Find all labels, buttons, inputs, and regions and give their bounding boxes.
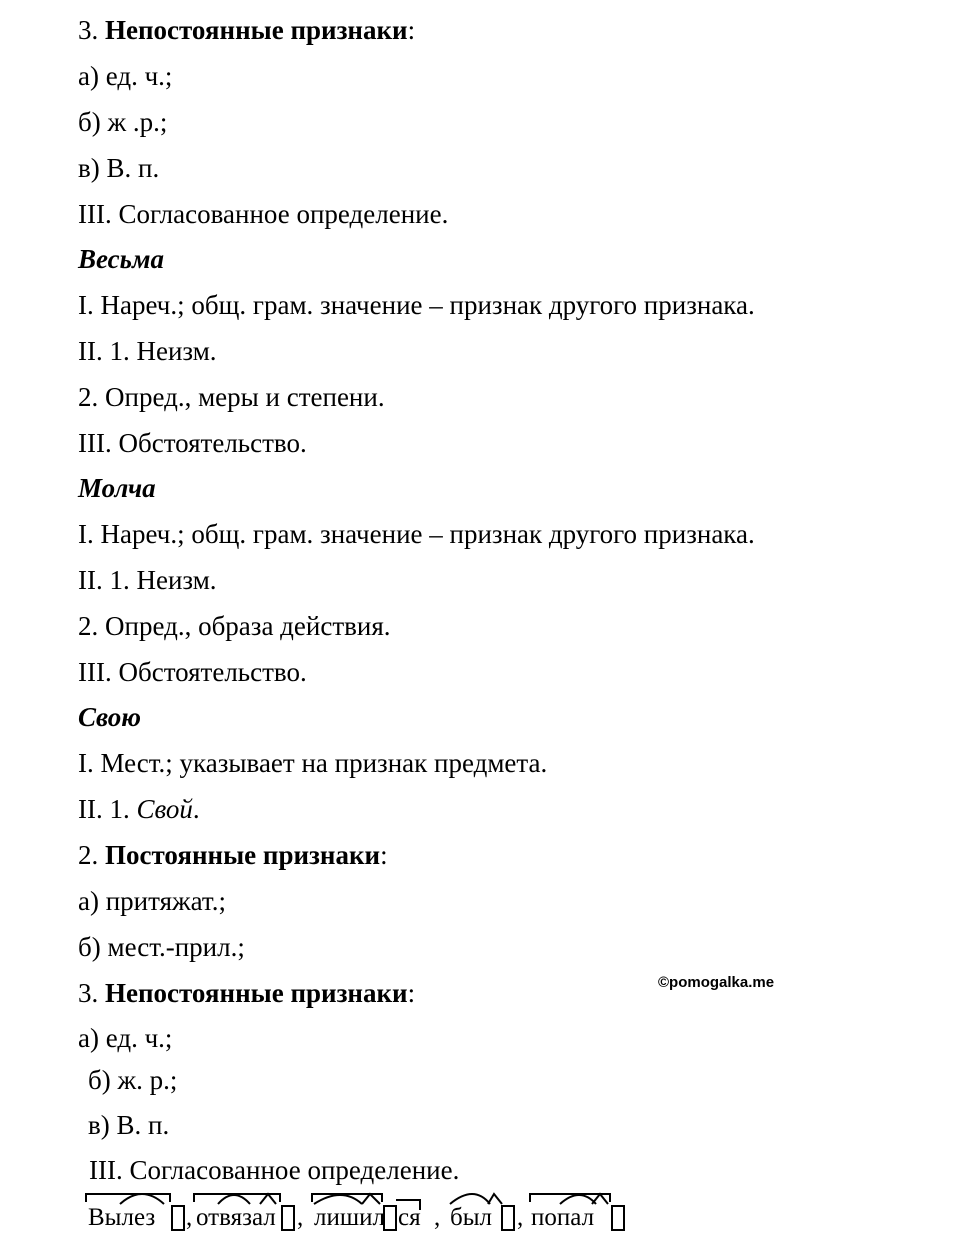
text-line: III. Обстоятельство. [78, 428, 307, 458]
comma: , [434, 1204, 441, 1231]
ending-box [502, 1206, 514, 1230]
word-heading-molcha: Молча [78, 473, 156, 503]
text-line: б) ж .р.; [78, 107, 168, 137]
morpheme-analysis [84, 1190, 644, 1234]
text-line: в) В. п. [88, 1110, 170, 1140]
morph-word: был [450, 1204, 492, 1231]
text-line: а) ед. ч.; [78, 1023, 173, 1053]
suffix-mark [260, 1194, 276, 1204]
heading-nonconstant-features: 3. Непостоянные признаки: [78, 15, 416, 45]
word-heading-svoyu: Свою [78, 702, 141, 732]
morph-word: попал [531, 1204, 595, 1231]
text-line: II. 1. Неизм. [78, 336, 217, 366]
root-arc [560, 1195, 596, 1204]
heading-nonconstant-features: 3. Непостоянные признаки: [78, 978, 416, 1008]
suffix-mark [488, 1194, 502, 1204]
text-line: в) В. п. [78, 153, 160, 183]
text-line: б) ж. р.; [88, 1065, 178, 1095]
text-line: б) мест.-прил.; [78, 932, 245, 962]
text-line: I. Нареч.; общ. грам. значение – признак другого признака. [78, 290, 755, 320]
word-heading-vesma: Весьма [78, 244, 164, 274]
root-arc [450, 1194, 490, 1204]
text-line: III. Согласованное определение. [78, 199, 449, 229]
text-line: I. Нареч.; общ. грам. значение – признак другого признака. [78, 519, 755, 549]
text-line: III. Согласованное определение. [89, 1155, 460, 1185]
morph-word: отвязал [196, 1204, 276, 1231]
comma: , [297, 1204, 304, 1231]
text-line: II. 1. Неизм. [78, 565, 217, 595]
root-arc [120, 1194, 164, 1204]
root-arc [218, 1195, 250, 1204]
suffix-mark [592, 1194, 608, 1204]
heading-constant-features: 2. Постоянные признаки: [78, 840, 388, 870]
morph-word: Вылез [88, 1204, 156, 1231]
ending-box [172, 1206, 184, 1230]
ending-box [384, 1206, 396, 1230]
text-line: а) ед. ч.; [78, 61, 173, 91]
text-line: 2. Опред., меры и степени. [78, 382, 385, 412]
morph-postfix: ся [398, 1204, 421, 1231]
comma: , [517, 1204, 524, 1231]
ending-box [612, 1206, 624, 1230]
text-line: I. Мест.; указывает на признак предмета. [78, 748, 548, 778]
root-arc [314, 1195, 362, 1204]
text-line-initial-form: II. 1. Свой. [78, 794, 200, 824]
morph-word: лишил [314, 1204, 385, 1231]
comma: , [186, 1204, 193, 1231]
text-line: III. Обстоятельство. [78, 657, 307, 687]
text-line: а) притяжат.; [78, 886, 226, 916]
ending-box [282, 1206, 294, 1230]
suffix-mark [362, 1194, 380, 1204]
watermark: ©pomogalka.me [658, 974, 775, 991]
text-line: 2. Опред., образа действия. [78, 611, 391, 641]
